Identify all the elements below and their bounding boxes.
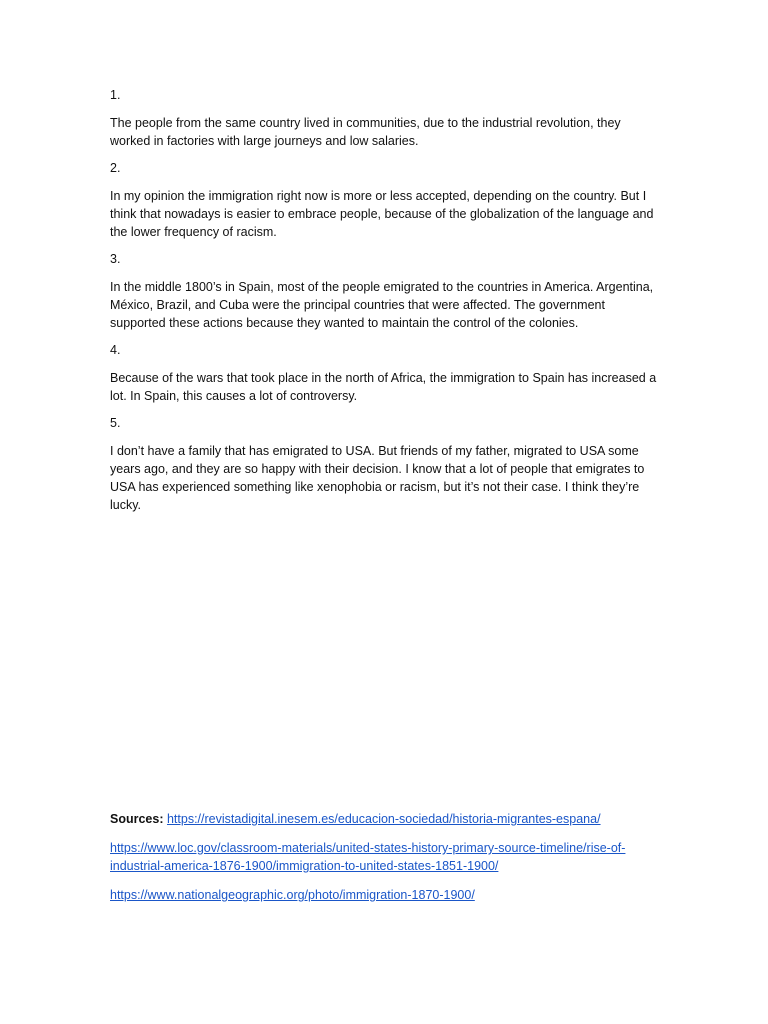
item-number-4: 4. [110,343,121,357]
sources-section [110,810,670,915]
item-text-2: In my opinion the immigration right now is more or less accepted, depending on the country. But I think that nowadays is easier to embrace people, because of the globalization of the language and the lower frequency of racism. [110,189,654,239]
source-link-2[interactable]: https://www.loc.gov/classroom-materials/united-states-history-primary-source-timeline/rise-of-industrial-america-1876-1900/immigration-to-united-states-1851-1900/ [110,841,626,873]
answers-section [110,86,660,523]
item-text-5: I don’t have a family that has emigrated to USA. But friends of my father, migrated to USA some years ago, and they are so happy with their decision. I know that a lot of people that emigrates to USA has experienced something like xenophobia or racism, but it’s not their case. I think they’re lucky. [110,444,645,512]
item-text-3: In the middle 1800’s in Spain, most of the people emigrated to the countries in America. Argentina, México, Brazil, and Cuba were the principal countries that were affected. The government supported these actions because they wanted to maintain the control of the colonies. [110,280,654,330]
item-number-5: 5. [110,416,121,430]
item-text-1: The people from the same country lived in communities, due to the industrial revolution, they worked in factories with large journeys and low salaries. [110,116,621,148]
sources-label: Sources: [110,812,164,826]
sources-line-2 [110,839,670,875]
item-number-1: 1. [110,88,121,102]
item-text-4: Because of the wars that took place in the north of Africa, the immigration to Spain has increased a lot. In Spain, this causes a lot of controversy. [110,371,657,403]
item-number-3: 3. [110,252,121,266]
sources-line-1 [110,810,670,828]
source-link-3[interactable]: https://www.nationalgeographic.org/photo/immigration-1870-1900/ [110,888,475,902]
item-number-2: 2. [110,161,121,175]
sources-line-3 [110,886,670,904]
source-link-1[interactable]: https://revistadigital.inesem.es/educacion-sociedad/historia-migrantes-espana/ [166,812,601,826]
